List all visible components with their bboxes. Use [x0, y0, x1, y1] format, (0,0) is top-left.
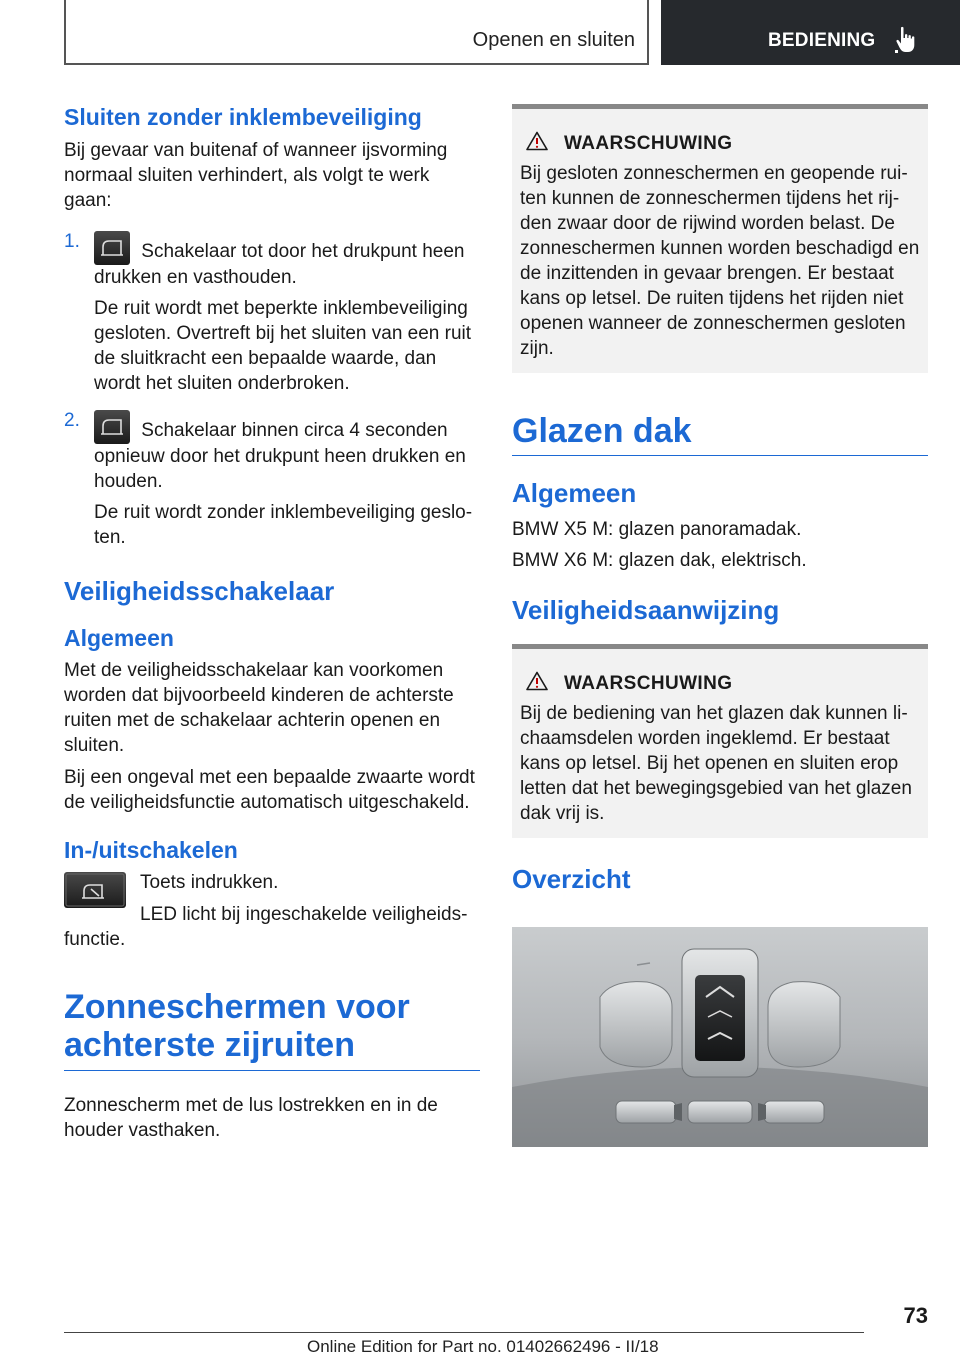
step-text: Schakelaar binnen circa 4 seconden opnieuw door het drukpunt heen drukken en houden.	[94, 420, 466, 492]
warning-text: Bij de bediening van het glazen dak kunnen li-chaamsdelen worden ingeklemd. Er bestaat kans op letsel. Bij het openen en sluiten erop letten dat het bewegingsgebied van het glazen dak vrij is.	[520, 703, 912, 824]
warning-triangle-icon	[526, 131, 548, 151]
step-number: 1.	[64, 231, 80, 252]
warning-box	[512, 644, 928, 838]
safety-switch-icon	[64, 872, 126, 908]
footer-divider	[64, 1332, 864, 1333]
heading-glass-roof: Glazen dak	[512, 411, 928, 456]
warning-triangle-icon	[526, 671, 548, 691]
paragraph-sunshade: Zonnescherm met de lus lostrekken en in de houder vasthaken.	[64, 1095, 438, 1141]
heading-overview: Overzicht	[512, 864, 631, 894]
heading-close-without-protection: Sluiten zonder inklembeveiliging	[64, 104, 422, 130]
heading-safety-note: Veiligheidsaanwijzing	[512, 595, 780, 625]
heading-toggle: In-/uitschakelen	[64, 837, 238, 863]
right-column	[512, 104, 928, 895]
toggle-line-1: Toets indrukken.	[140, 872, 279, 893]
warning-box	[512, 104, 928, 373]
list-item	[64, 231, 480, 396]
warning-title: WAARSCHUWING	[564, 673, 733, 694]
paragraph-close-intro: Bij gevaar van buitenaf of wanneer ijsvorming normaal sluiten verhindert, als volgt te werk gaan:	[64, 140, 448, 211]
warning-text: Bij gesloten zonneschermen en geopende rui-ten kunnen de zonneschermen tijdens het rij-den zwaar door de rijwind worden belast. De zonneschermen kunnen worden beschadigd en de inzittenden in gevaar brengen. Er bestaat kans op letsel. De ruiten tijdens het rijden niet openen wanneer de zonneschermen gesloten zijn.	[520, 163, 920, 359]
pointing-hand-icon	[895, 26, 919, 54]
window-switch-icon	[94, 231, 130, 265]
warning-title: WAARSCHUWING	[564, 133, 733, 154]
header-chapter-box	[661, 0, 960, 65]
toggle-line-2: LED licht bij ingeschakelde veiligheids-functie.	[64, 904, 468, 950]
step-number: 2.	[64, 410, 80, 431]
left-column	[64, 104, 480, 1143]
paragraph-general-1: Met de veiligheidsschakelaar kan voorkomen worden dat bijvoorbeeld kinderen de achterste ruiten met de schakelaar achterin openen en sluiten.	[64, 660, 454, 756]
toggle-block	[64, 870, 480, 952]
header-chapter-title: BEDIENING	[768, 30, 876, 51]
heading-sunshades: Zonneschermen voor achterste zijruiten	[64, 988, 480, 1071]
paragraph-x5: BMW X5 M: glazen panoramadak.	[512, 519, 802, 540]
paragraph-general-2: Bij een ongeval met een bepaalde zwaarte wordt de veiligheidsfunctie automatisch uitgeschakeld.	[64, 767, 475, 813]
paragraph-x6: BMW X6 M: glazen dak, elektrisch.	[512, 550, 807, 571]
step-note: De ruit wordt met beperkte inklembeveiliging gesloten. Overtreft bij het sluiten van een ruit de sluitkracht een bepaalde waarde, dan wordt het sluiten onderbroken.	[94, 298, 472, 394]
step-note: De ruit wordt zonder inklembeveiliging geslo-ten.	[94, 502, 473, 548]
heading-general-roof: Algemeen	[512, 478, 637, 508]
window-switch-icon	[94, 410, 130, 444]
roof-control-panel-image	[512, 927, 928, 1147]
heading-general: Algemeen	[64, 625, 174, 651]
step-text: Schakelaar tot door het drukpunt heen drukken en vasthouden.	[94, 241, 465, 288]
footer-edition: Online Edition for Part no. 01402662496 - II/18	[307, 1337, 659, 1356]
page-number: 73	[903, 1303, 928, 1328]
list-item	[64, 410, 480, 550]
header-section-title: Openen en sluiten	[472, 29, 635, 51]
heading-safety-switch: Veiligheidsschakelaar	[64, 576, 335, 606]
header-section-box	[64, 0, 649, 65]
